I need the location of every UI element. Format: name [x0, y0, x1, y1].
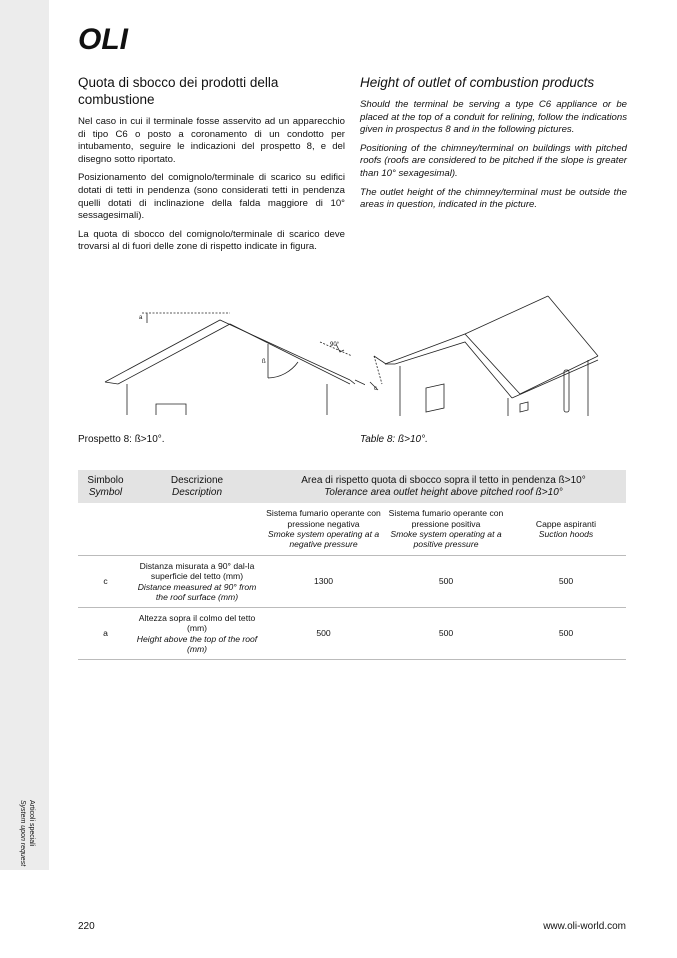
- label-a: a: [139, 315, 143, 321]
- row-value: 500: [386, 608, 506, 660]
- table-row: [78, 608, 626, 660]
- header-description: [133, 470, 261, 503]
- paragraph-en-3: The outlet height of the chimney/terminal must be outside the areas in question, indicated in the picture.: [360, 186, 627, 211]
- ridge-line: [465, 296, 548, 334]
- house-window: [426, 384, 444, 412]
- header-area-it: Area di rispetto quota di sbocco sopra il tetto in pendenza ß>10°: [301, 474, 586, 486]
- row-desc-en: Height above the top of the roof (mm): [136, 633, 258, 654]
- paragraph-en-2: Positioning of the chimney/terminal on buildings with pitched roofs (roofs are considered to be pitched if the slope is greater than 10° sexagesimal).: [360, 142, 627, 179]
- sidebar: [0, 0, 49, 870]
- paragraph-en-1: Should the terminal be serving a type C6 appliance or be placed at the top of a conduit for relining, follow the indications given in prospectus 8 and in the following pictures.: [360, 99, 627, 136]
- window: [156, 404, 186, 415]
- left-column-italian: [78, 74, 345, 260]
- subheader-positive-pressure: [386, 503, 506, 556]
- figure-caption-it: Prospetto 8: ß>10°.: [78, 434, 165, 445]
- row-value: 500: [506, 556, 626, 608]
- outlet-height-table: [78, 470, 626, 660]
- roof-section-diagram: [100, 300, 365, 418]
- subheader-positive-it: Sistema fumario operante con pressione positiva: [388, 508, 504, 529]
- sidebar-line-it: Articoli speciali: [28, 800, 35, 847]
- label-c: c: [374, 386, 377, 392]
- row-value: 500: [261, 608, 386, 660]
- header-symbol-en: Symbol: [88, 486, 123, 498]
- logo-text: OLI: [78, 24, 128, 52]
- row-desc-en: Distance measured at 90° from the roof surface (mm): [137, 581, 257, 602]
- subheader-negative-en: Smoke system operating at a negative pressure: [267, 529, 380, 550]
- table-row: [78, 556, 626, 608]
- row-description: [133, 608, 261, 660]
- roof-inner-line: [118, 324, 350, 384]
- header-tolerance-area: [261, 470, 626, 503]
- paragraph-it-3: La quota di sbocco del comignolo/terminale di scarico deve trovarsi al di fuori delle zone di rispetto indicate in figura.: [78, 228, 345, 253]
- subheader-hoods-it: Cappe aspiranti: [535, 518, 597, 529]
- paragraph-it-2: Posizionamento del comignolo/terminale di scarico su edifici dotati di tetti in pendenza (sono considerati tetti in pendenza quelli dotati di inclinazione della falda maggiore di 10° sessagesimali).: [78, 172, 345, 222]
- header-desc-it: Descrizione: [170, 474, 224, 486]
- row-desc-it: Distanza misurata a 90° dal-la superficie del tetto (mm): [139, 560, 255, 582]
- row-value: 1300: [261, 556, 386, 608]
- row-value: 500: [506, 608, 626, 660]
- subheader-negative-pressure: [261, 503, 386, 556]
- table-header-row: [78, 470, 626, 503]
- header-area-en: Tolerance area outlet height above pitched roof ß>10°: [324, 486, 563, 498]
- row-symbol: c: [78, 556, 133, 608]
- row-value: 500: [386, 556, 506, 608]
- subheader-suction-hoods: [506, 503, 626, 556]
- figure-caption-en: Table 8: ß>10°.: [360, 434, 428, 445]
- table-subheader-row: [78, 503, 626, 556]
- header-symbol-it: Simbolo: [87, 474, 124, 486]
- roof-outer-line: [105, 320, 350, 382]
- row-description: [133, 556, 261, 608]
- roof-back-edge: [548, 296, 598, 356]
- beta-angle-arc: [268, 362, 298, 378]
- subheader-negative-it: Sistema fumario operante con pressione negativa: [266, 508, 381, 529]
- row-symbol: a: [78, 608, 133, 660]
- gable-front: [385, 334, 520, 394]
- sidebar-section-label: [18, 800, 36, 867]
- label-beta: ß: [262, 359, 266, 365]
- oli-logo: [78, 24, 138, 52]
- page-number: 220: [78, 921, 95, 932]
- section-title-it: Quota di sbocco dei prodotti della combustione: [78, 75, 279, 107]
- website-link[interactable]: www.oli-world.com: [543, 921, 626, 932]
- header-symbol: [78, 470, 133, 503]
- label-90-degrees: 90°: [330, 342, 340, 348]
- row-desc-it: Altezza sopra il colmo del tetto (mm): [138, 612, 256, 634]
- subheader-positive-en: Smoke system operating at a positive pressure: [390, 529, 502, 550]
- header-desc-en: Description: [171, 486, 223, 498]
- house-perspective-diagram: [360, 294, 610, 418]
- section-title-en: Height of outlet of combustion products: [360, 75, 595, 90]
- right-column-english: [360, 74, 627, 218]
- chimney-pipe: [564, 370, 569, 412]
- subheader-hoods-en: Suction hoods: [538, 529, 594, 539]
- paragraph-it-1: Nel caso in cui il terminale fosse asservito ad un apparecchio di tipo C6 o posto a coronamento di un condotto per intubamento, seguire le indicazioni del prospetto 8, e del disegno sotto riportato.: [78, 116, 345, 165]
- sidebar-line-en: System upon request: [19, 800, 26, 867]
